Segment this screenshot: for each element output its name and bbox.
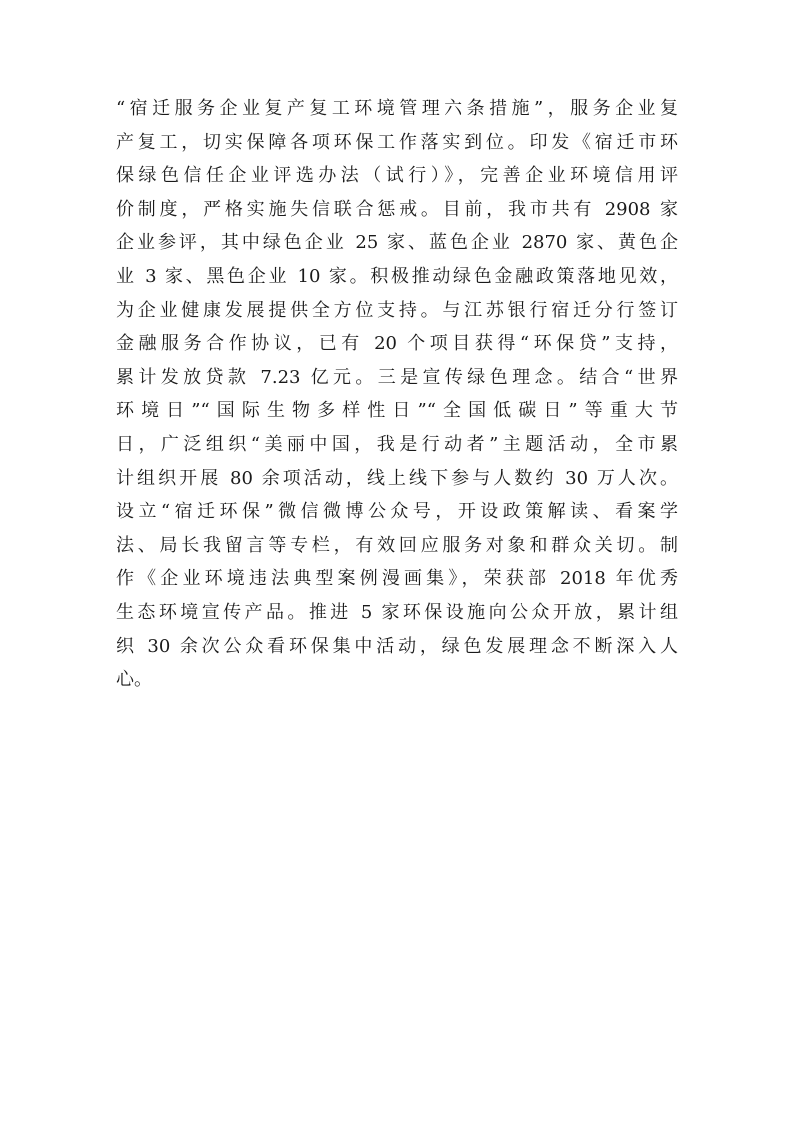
body-paragraph [116, 92, 678, 697]
text-line: 日，广泛组织“美丽中国，我是行动者”主题活动，全市累 [116, 433, 678, 455]
text-line: 环境日”“国际生物多样性日”“全国低碳日”等重大节 [116, 400, 678, 422]
text-line: 织 30 余次公众看环保集中活动，绿色发展理念不断深入人 [116, 635, 678, 657]
text-line: 为企业健康发展提供全方位支持。与江苏银行宿迁分行签订 [116, 299, 678, 321]
text-line: 价制度，严格实施失信联合惩戒。目前，我市共有 2908 家 [116, 198, 678, 220]
text-line: 计组织开展 80 余项活动，线上线下参与人数约 30 万人次。 [116, 467, 678, 489]
text-line: 企业参评，其中绿色企业 25 家、蓝色企业 2870 家、黄色企 [116, 232, 678, 254]
text-line: 生态环境宣传产品。推进 5 家环保设施向公众开放，累计组 [116, 601, 678, 623]
text-line: 累计发放贷款 7.23 亿元。三是宣传绿色理念。结合“世界 [116, 366, 678, 388]
text-line: 作《企业环境违法典型案例漫画集》，荣获部 2018 年优秀 [116, 568, 678, 590]
text-line: 金融服务合作协议，已有 20 个项目获得“环保贷”支持， [116, 333, 678, 355]
text-line: 心。 [116, 669, 152, 691]
text-line: 业 3 家、黑色企业 10 家。积极推动绿色金融政策落地见效， [116, 265, 678, 287]
text-line: 保绿色信任企业评选办法（试行）》，完善企业环境信用评 [116, 165, 678, 187]
text-line: 法、局长我留言等专栏，有效回应服务对象和群众关切。制 [116, 534, 678, 556]
text-line: “宿迁服务企业复产复工环境管理六条措施”，服务企业复 [116, 98, 678, 119]
text-line: 设立“宿迁环保”微信微博公众号，开设政策解读、看案学 [116, 501, 678, 523]
text-line: 产复工，切实保障各项环保工作落实到位。印发《宿迁市环 [116, 131, 678, 153]
